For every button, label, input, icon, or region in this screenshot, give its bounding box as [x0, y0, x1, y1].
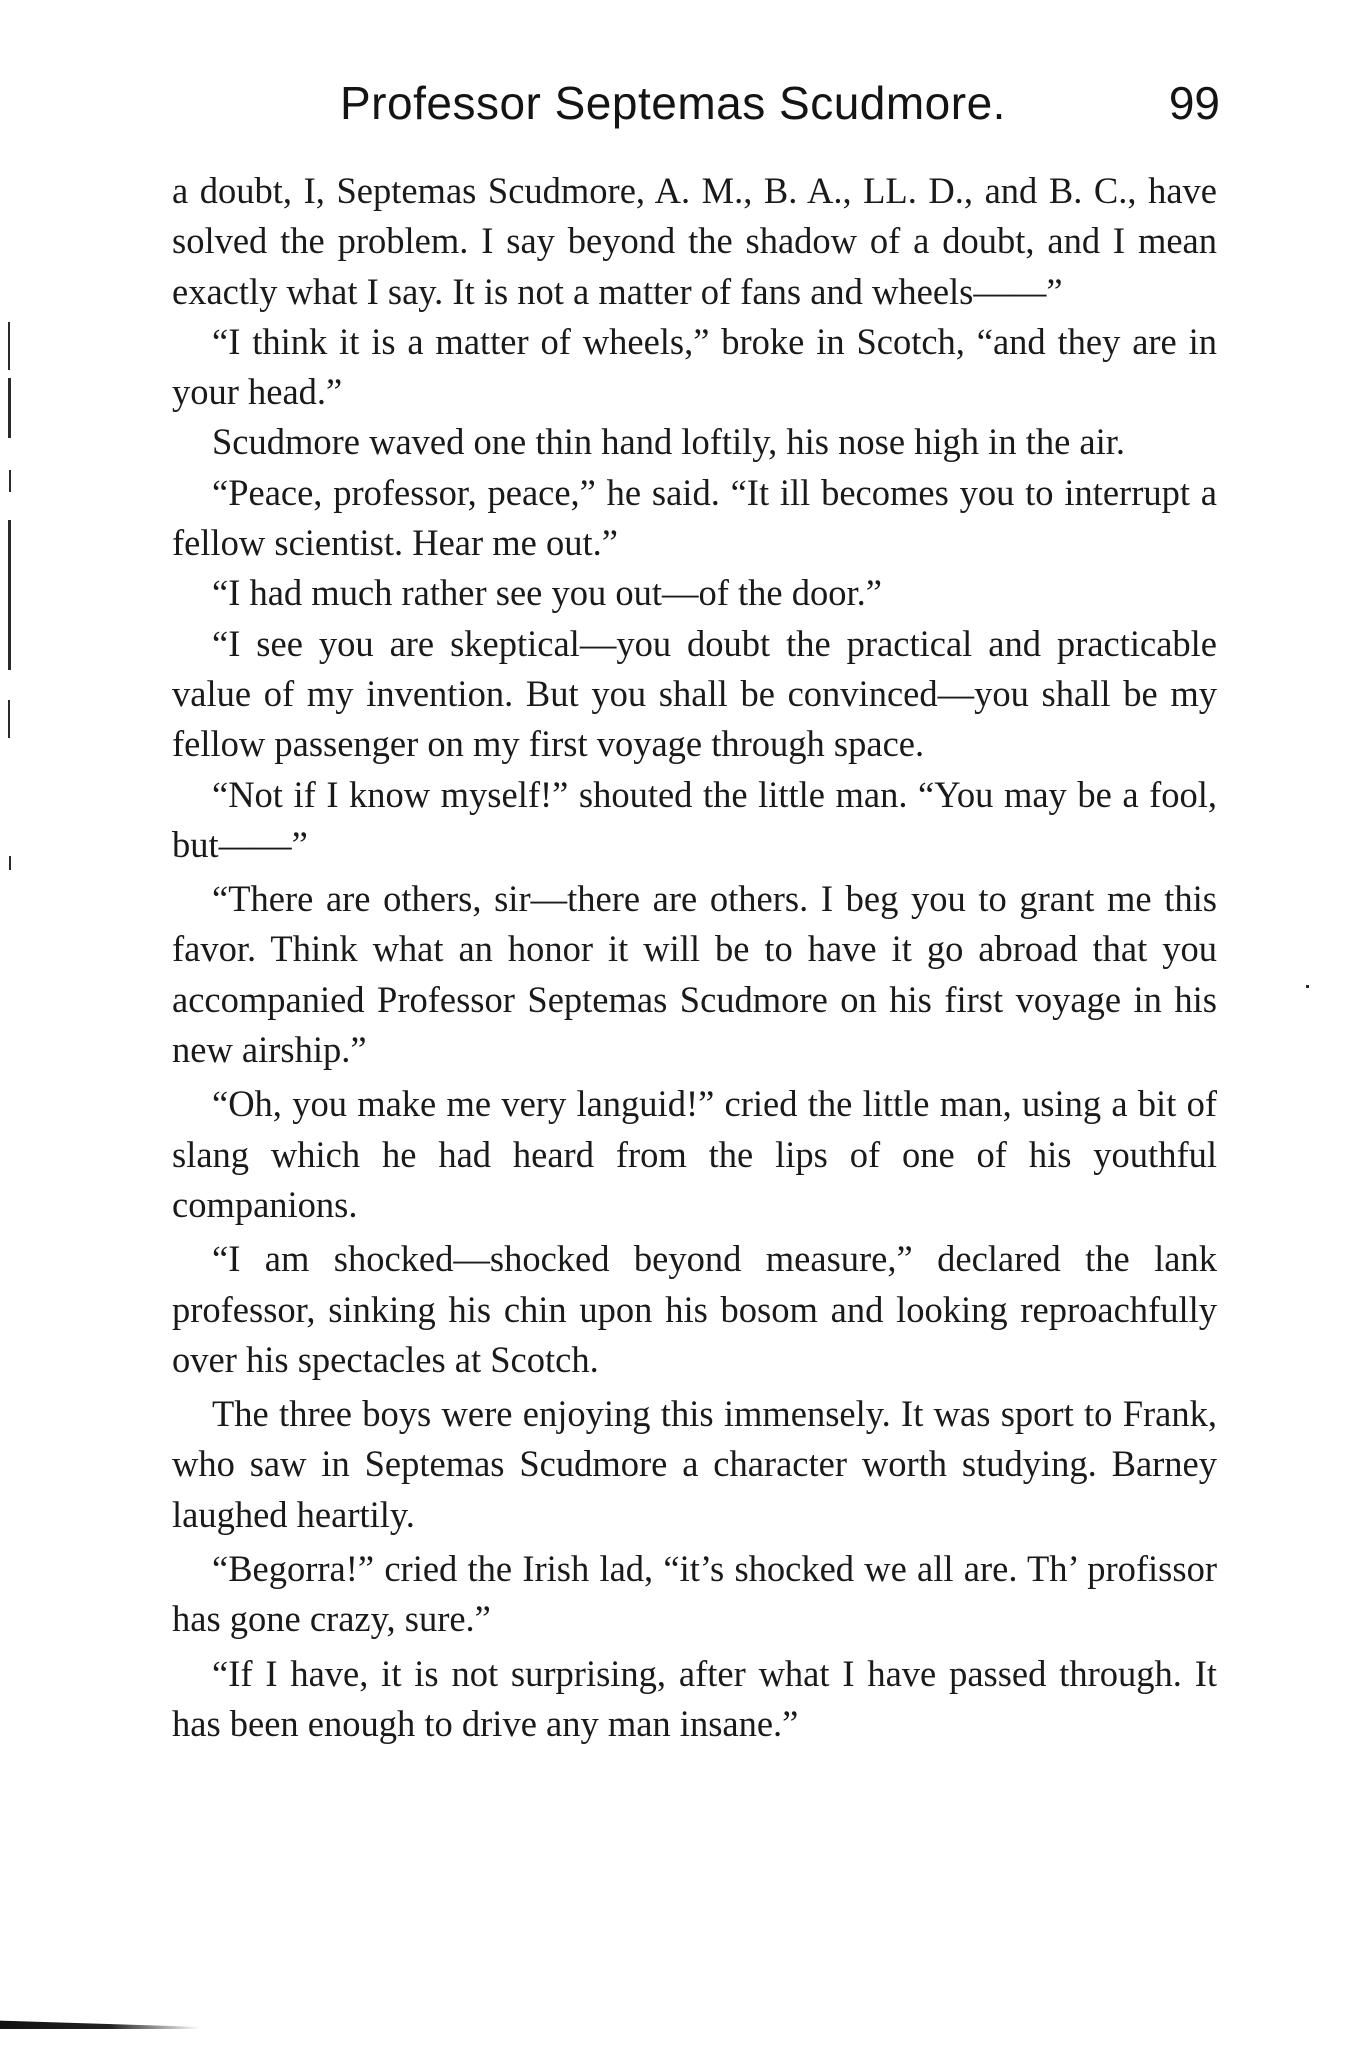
paragraph: a doubt, I, Septemas Scudmore, A. M., B. A., LL. D., and B. C., have solved the problem. I say beyond the shadow of a doubt, and I mean exactly what I say. It is not a matter of fans and wheels——” — [172, 170, 1217, 312]
paragraph: “If I have, it is not surprising, after what I have passed through. It has been enough to drive any man insane.” — [172, 1652, 1217, 1744]
gutter-mark — [8, 322, 10, 370]
page-header — [340, 76, 1220, 146]
paragraph: “Not if I know myself!” shouted the little man. “You may be a fool, but——” — [172, 773, 1217, 865]
paragraph: “Begorra!” cried the Irish lad, “it’s shocked we all are. Th’ profissor has gone crazy, sure.” — [172, 1548, 1217, 1640]
gutter-mark — [9, 856, 11, 870]
paragraph: “I think it is a matter of wheels,” broke in Scotch, “and they are in your head.” — [172, 320, 1217, 413]
paragraph: “Oh, you make me very languid!” cried the little man, using a bit of slang which he had heard from the lips of one of his youthful companions. — [172, 1083, 1217, 1225]
gutter-mark — [1306, 985, 1309, 988]
paragraph: “I am shocked—shocked beyond measure,” declared the lank professor, sinking his chin upon his bosom and looking reproachfully over his spectacles at Scotch. — [172, 1238, 1217, 1380]
page-edge-smudge — [0, 2015, 200, 2029]
gutter-mark — [8, 520, 11, 670]
paragraph: Scudmore waved one thin hand loftily, his nose high in the air. — [212, 421, 1126, 463]
gutter-mark — [9, 470, 11, 492]
paragraph: “There are others, sir—there are others. I beg you to grant me this favor. Think what an honor it will be to have it go abroad that you accompanied Professor Septemas Scudmore on his first voyage in his new airship.” — [172, 878, 1217, 1071]
paragraph: “Peace, professor, peace,” he said. “It ill becomes you to interrupt a fellow scientist. Hear me out.” — [172, 471, 1217, 564]
page-number: 99 — [1168, 77, 1220, 129]
paragraph: The three boys were enjoying this immensely. It was sport to Frank, who saw in Septemas Scudmore a character worth studying. Barney laughed heartily. — [172, 1393, 1217, 1535]
gutter-mark — [8, 700, 10, 738]
running-title: Professor Septemas Scudmore. — [340, 77, 1006, 129]
gutter-mark — [8, 378, 11, 438]
paragraph: “I had much rather see you out—of the door.” — [212, 572, 882, 614]
paragraph: “I see you are skeptical—you doubt the practical and practicable value of my invention. But you shall be convinced—you shall be my fellow passenger on my first voyage through space. — [172, 622, 1217, 765]
body-text — [172, 166, 1217, 1749]
